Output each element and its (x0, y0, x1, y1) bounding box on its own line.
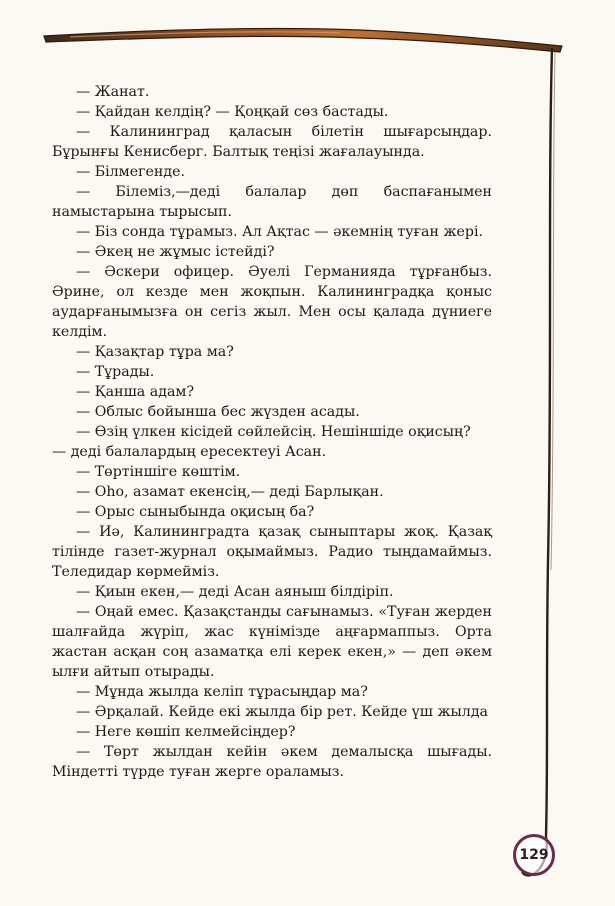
paragraph: — Оңай емес. Қазақстанды сағынамыз. «Туған жерден шалғайда жүріп, жас күнімізде аңғармаппыз. Орта жастан асқан соң азаматқа елі керек екен,» — деп әкем ылғи айтып отырады. (52, 604, 492, 680)
paragraph: — Төртіншіге көштім. (76, 464, 241, 480)
paragraph: — Оһо, азамат екенсің,— деді Барлықан. (76, 484, 384, 500)
paragraph: — Иә, Калининградта қазақ сыныптары жоқ. Қазақ тілінде газет-журнал оқымаймыз. Радио тыңдамаймыз. Теледидар көрмейміз. (52, 524, 492, 580)
paragraph: — Мұнда жылда келіп тұрасыңдар ма? (76, 684, 368, 700)
paragraph: — Тұрады. (76, 364, 155, 380)
page-number: 129 (513, 834, 555, 876)
paragraph: — Қайдан келдің? — Қоңқай сөз бастады. (76, 104, 389, 120)
paragraph: — Біз сонда тұрамыз. Ал Ақтас — әкемнің туған жері. (76, 224, 484, 240)
paragraph: — Қанша адам? (76, 384, 195, 400)
paragraph: — Калининград қаласын білетін шығарсыңдар. Бұрынғы Кенисберг. Балтық теңізі жағалауында. (52, 124, 492, 160)
paragraph: — Әкең не жұмыс істейді? (76, 244, 275, 260)
paragraph: — Қиын екен,— деді Асан аяныш білдіріп. (76, 584, 394, 600)
paragraph: — Қазақтар тұра ма? (76, 344, 234, 360)
paragraph: — Неге көшіп келмейсіңдер? (76, 724, 296, 740)
paragraph: — Облыс бойынша бес жүзден асады. (76, 404, 360, 420)
paragraph: — Білеміз,—деді балалар дөп баспағанымен намыстарына тырысып. (52, 184, 492, 220)
paragraph: — Жанат. (76, 84, 150, 100)
paragraph: — Білмегенде. (76, 164, 186, 180)
paragraph: — Орыс сыныбында оқисың ба? (76, 504, 315, 520)
paragraph: — Өзің үлкен кісідей сөйлейсің. Нешіншіде оқисың? (76, 424, 471, 440)
paragraph: — Төрт жылдан кейін әкем демалысқа шығады. Міндетті түрде туған жерге ораламыз. (52, 744, 492, 780)
paragraph: — Әскери офицер. Әуелі Германияда тұрғанбыз. Әрине, ол кезде мен жоқпын. Калининградқа қоныс аударғанымызға он сегіз жыл. Мен осы қалада дүниеге келдім. (52, 264, 492, 340)
page-text (52, 82, 492, 782)
paragraph: — Әрқалай. Кейде екі жылда бір рет. Кейде үш жылда (76, 704, 489, 720)
paragraph: — деді балалардың ересектеуі Асан. (52, 444, 327, 460)
